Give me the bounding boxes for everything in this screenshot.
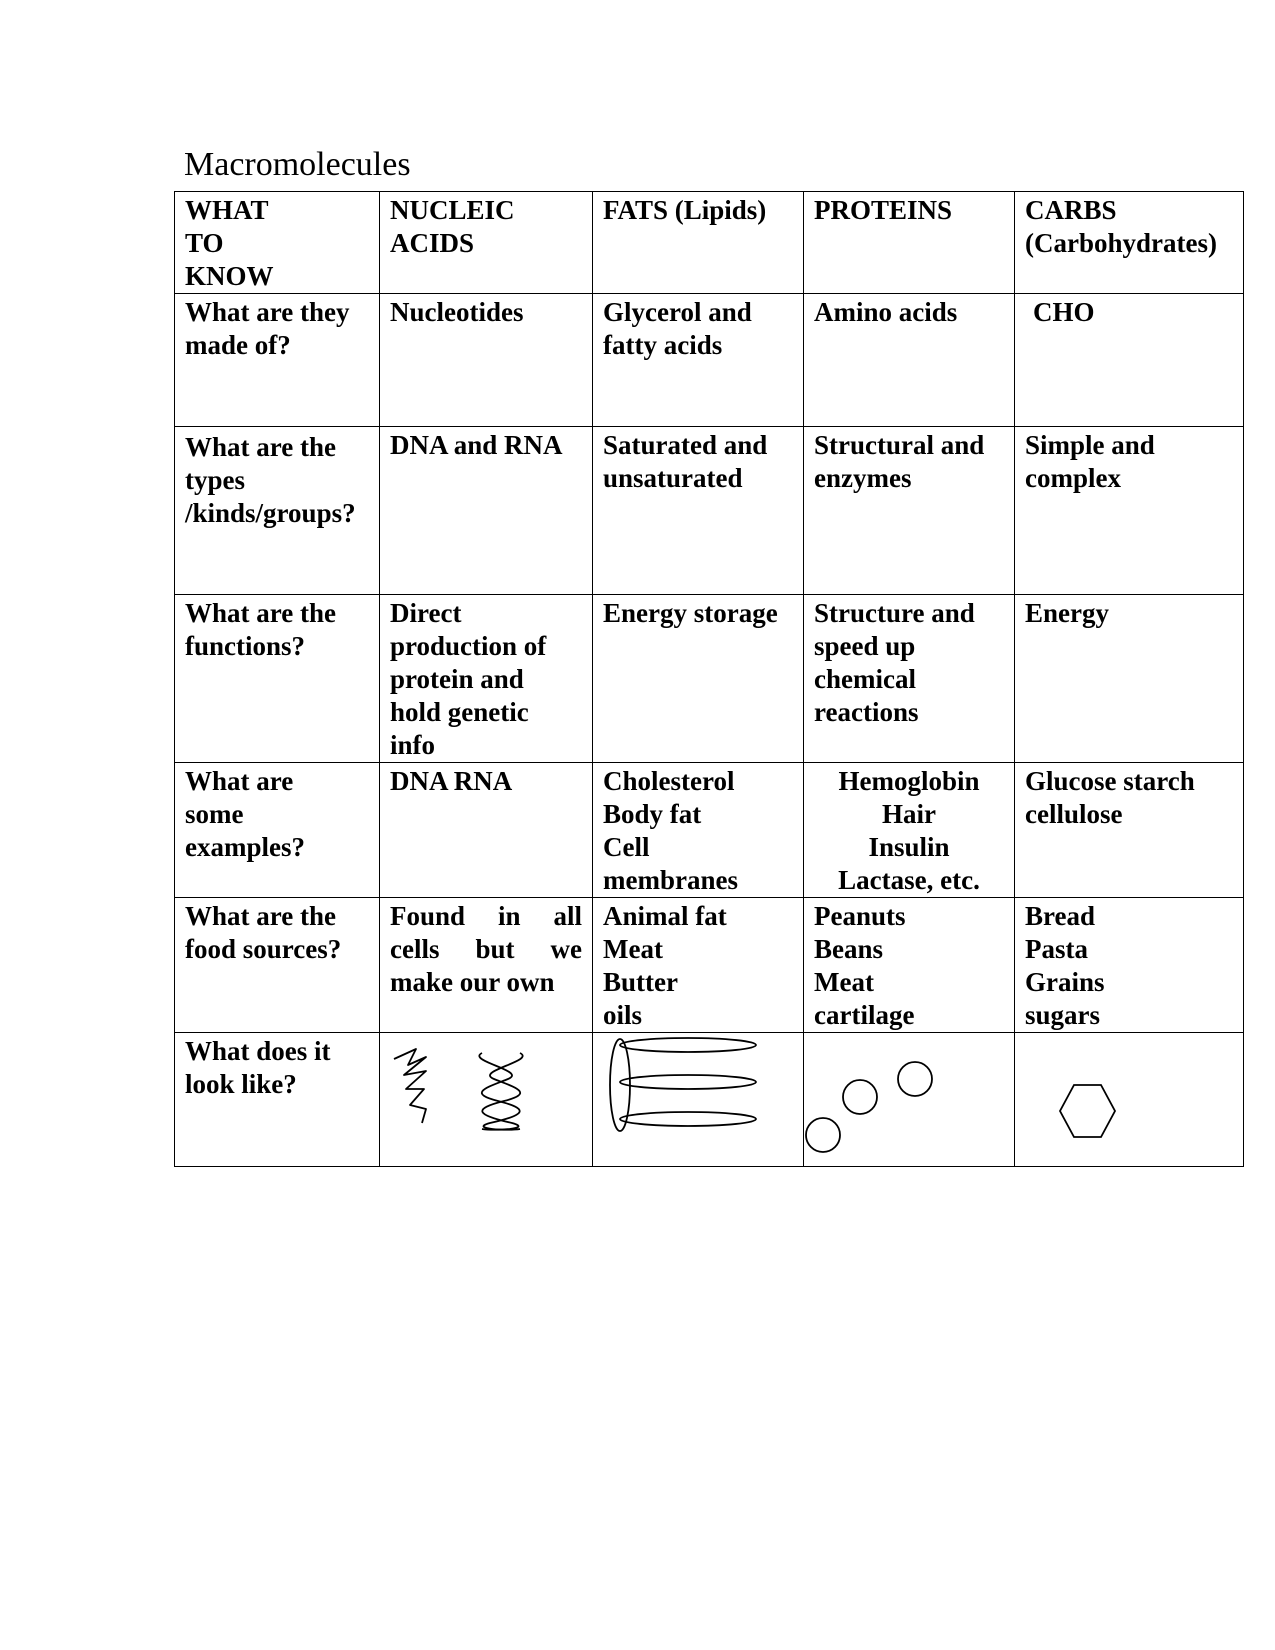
lipid-sketch-icon xyxy=(593,1033,804,1167)
cell-text: Meat xyxy=(603,934,663,964)
page-title: Macromolecules xyxy=(184,146,411,183)
header-proteins-label: PROTEINS xyxy=(814,195,953,225)
cell-text: Nucleotides xyxy=(390,297,524,327)
cell-text: Bread xyxy=(1025,901,1096,931)
nucleic-acid-sketch-icon xyxy=(380,1033,593,1167)
table-row-looks-like xyxy=(175,1033,1244,1167)
carbs-types xyxy=(1015,427,1244,595)
header-nucleic-line: NUCLEIC xyxy=(390,195,515,225)
proteins-examples xyxy=(804,763,1015,898)
question-line: examples? xyxy=(185,832,305,862)
justified-line xyxy=(390,933,582,966)
carbs-drawing-cell xyxy=(1015,1033,1244,1167)
carbs-functions xyxy=(1015,595,1244,763)
question-functions xyxy=(175,595,380,763)
amino-acid-bead xyxy=(843,1080,877,1114)
hexagon-sugar-ring-icon xyxy=(1015,1033,1244,1167)
proteins-food-sources xyxy=(804,898,1015,1033)
cell-text: info xyxy=(390,730,436,760)
cell-text: reactions xyxy=(814,697,919,727)
word: Found xyxy=(390,901,466,931)
cell-text: Hair xyxy=(882,799,936,829)
cell-text: complex xyxy=(1025,463,1121,493)
header-know-line: KNOW xyxy=(185,261,274,291)
cell-text: Lactase, etc. xyxy=(838,865,980,895)
cell-text: make our own xyxy=(390,967,555,997)
fatty-acid-tail xyxy=(620,1075,756,1089)
cell-text: cellulose xyxy=(1025,799,1123,829)
word: all xyxy=(553,901,582,931)
double-helix-strand-a xyxy=(479,1053,520,1130)
cell-text: Structure and xyxy=(814,598,975,628)
table-row-examples xyxy=(175,763,1244,898)
fatty-acid-tail xyxy=(620,1038,756,1052)
question-food-sources xyxy=(175,898,380,1033)
question-line: What are the xyxy=(185,598,336,628)
carbs-examples xyxy=(1015,763,1244,898)
cell-text: Meat xyxy=(814,967,874,997)
fats-functions xyxy=(593,595,804,763)
nucleic-food-sources xyxy=(380,898,593,1033)
cell-text: Glycerol and xyxy=(603,297,752,327)
question-looks-like xyxy=(175,1033,380,1167)
question-types xyxy=(175,427,380,595)
cell-text: Insulin xyxy=(868,832,950,862)
header-acids-line: ACIDS xyxy=(390,228,475,258)
carbs-food-sources xyxy=(1015,898,1244,1033)
question-line: What are they xyxy=(185,297,350,327)
fats-drawing-cell xyxy=(593,1033,804,1167)
word: we xyxy=(550,934,582,964)
word: but xyxy=(475,934,515,964)
question-line: What are xyxy=(185,766,294,796)
macromolecules-table xyxy=(174,191,1244,1167)
cell-text: DNA and RNA xyxy=(390,430,563,460)
cell-text: Direct xyxy=(390,598,462,628)
question-line: What does it xyxy=(185,1036,331,1066)
cell-text: sugars xyxy=(1025,1000,1101,1030)
nucleic-drawing-cell xyxy=(380,1033,593,1167)
carbs-made-of xyxy=(1015,294,1244,427)
protein-sketch-icon xyxy=(804,1033,1015,1167)
cell-text: Butter xyxy=(603,967,678,997)
cell-text: production of xyxy=(390,631,547,661)
question-line: functions? xyxy=(185,631,306,661)
header-proteins xyxy=(804,192,1015,294)
nucleic-made-of xyxy=(380,294,593,427)
proteins-functions xyxy=(804,595,1015,763)
fats-examples xyxy=(593,763,804,898)
question-line: some xyxy=(185,799,244,829)
cell-text: Glucose starch xyxy=(1025,766,1195,796)
single-strand-squiggle xyxy=(394,1049,426,1123)
proteins-made-of xyxy=(804,294,1015,427)
question-line: look like? xyxy=(185,1069,297,1099)
cell-text: Energy xyxy=(1025,598,1109,628)
cell-text: fatty acids xyxy=(603,330,723,360)
header-carbs-line: CARBS xyxy=(1025,195,1117,225)
cell-text: Energy storage xyxy=(603,598,778,628)
word: in xyxy=(498,901,521,931)
fats-types xyxy=(593,427,804,595)
cell-text: Cholesterol xyxy=(603,766,735,796)
cell-text: Amino acids xyxy=(814,297,958,327)
table-row-food-sources xyxy=(175,898,1244,1033)
cell-text: unsaturated xyxy=(603,463,743,493)
cell-text: CHO xyxy=(1033,297,1095,327)
table-row-types xyxy=(175,427,1244,595)
cell-text: membranes xyxy=(603,865,738,895)
question-line: types xyxy=(185,465,245,495)
cell-text: Animal fat xyxy=(603,901,727,931)
nucleic-types xyxy=(380,427,593,595)
cell-text: cartilage xyxy=(814,1000,915,1030)
cell-text: chemical xyxy=(814,664,916,694)
fats-food-sources xyxy=(593,898,804,1033)
cell-text: Pasta xyxy=(1025,934,1088,964)
cell-text: Peanuts xyxy=(814,901,906,931)
cell-text: Cell xyxy=(603,832,650,862)
cell-text: Structural and xyxy=(814,430,985,460)
nucleic-examples xyxy=(380,763,593,898)
question-line: made of? xyxy=(185,330,291,360)
cell-text: protein and xyxy=(390,664,524,694)
table-row-functions xyxy=(175,595,1244,763)
double-helix-strand-b xyxy=(482,1053,523,1130)
header-fats-label: FATS (Lipids) xyxy=(603,195,767,225)
question-line: food sources? xyxy=(185,934,342,964)
cell-text: Body fat xyxy=(603,799,702,829)
cell-text: hold genetic xyxy=(390,697,529,727)
question-line: What are the xyxy=(185,901,336,931)
question-line: /kinds/groups? xyxy=(185,498,356,528)
cell-text: enzymes xyxy=(814,463,912,493)
cell-text: oils xyxy=(603,1000,643,1030)
cell-text: Simple and xyxy=(1025,430,1155,460)
header-carbohydrates-line: (Carbohydrates) xyxy=(1025,228,1217,258)
cell-text: DNA RNA xyxy=(390,766,513,796)
cell-text: Grains xyxy=(1025,967,1105,997)
fatty-acid-tail xyxy=(620,1112,756,1126)
header-nucleic-acids xyxy=(380,192,593,294)
word: cells xyxy=(390,934,440,964)
sugar-ring xyxy=(1060,1085,1115,1137)
cell-text: Hemoglobin xyxy=(838,766,980,796)
cell-text: speed up xyxy=(814,631,916,661)
amino-acid-bead xyxy=(898,1062,932,1096)
header-what-to-know xyxy=(175,192,380,294)
table-header-row xyxy=(175,192,1244,294)
header-what-line: WHAT xyxy=(185,195,269,225)
cell-text: Saturated and xyxy=(603,430,768,460)
proteins-types xyxy=(804,427,1015,595)
nucleic-functions xyxy=(380,595,593,763)
amino-acid-bead xyxy=(806,1118,840,1152)
question-line: What are the xyxy=(185,432,336,462)
question-examples xyxy=(175,763,380,898)
table-row-made-of xyxy=(175,294,1244,427)
justified-line xyxy=(390,900,582,933)
header-to-line: TO xyxy=(185,228,224,258)
cell-text: Beans xyxy=(814,934,884,964)
question-made-of xyxy=(175,294,380,427)
fats-made-of xyxy=(593,294,804,427)
proteins-drawing-cell xyxy=(804,1033,1015,1167)
header-fats xyxy=(593,192,804,294)
header-carbs xyxy=(1015,192,1244,294)
